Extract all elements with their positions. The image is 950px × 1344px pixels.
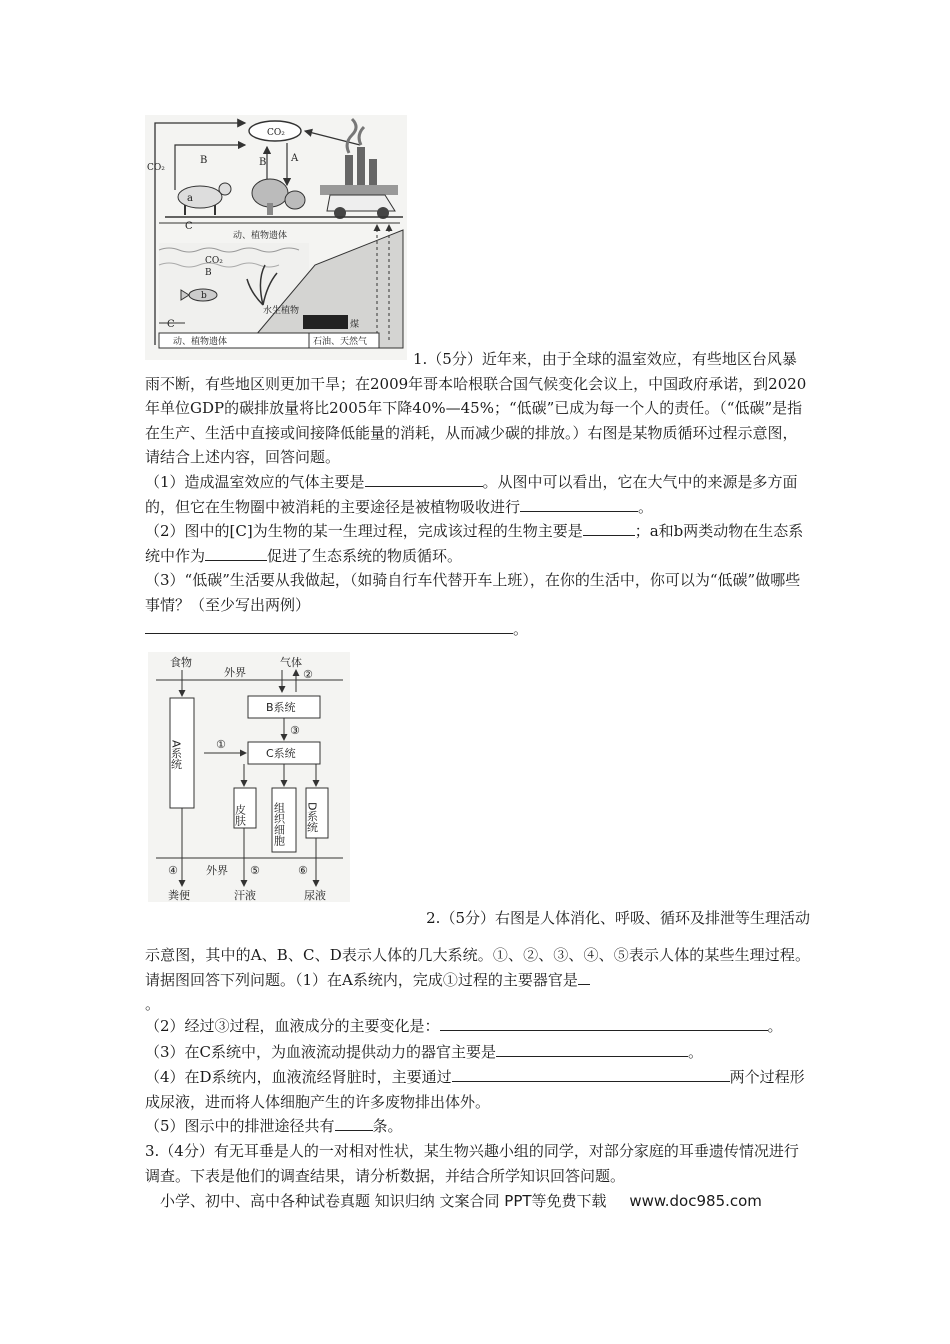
footer-url[interactable]: www.doc985.com [629, 1192, 762, 1210]
q1-blank-4[interactable] [205, 545, 267, 561]
q1-part1: （1）造成温室效应的气体主要是 。从图中可以看出，它在大气中的来源是多方面的，但它在生物圈中被消耗的主要途径是被植物吸收进行 。 [145, 473, 798, 516]
label-c-2: C [167, 319, 175, 330]
q2-part4: （4）在D系统内，血液流经肾脏时，主要通过 两个过程形成尿液，进而将人体细胞产生的许多废物排出体外。 [145, 1068, 805, 1111]
aquatic-plant-label: 水生植物 [263, 306, 300, 316]
q2-blank-1[interactable] [578, 969, 590, 985]
q2-blank-4[interactable] [452, 1066, 730, 1082]
food-label: 食物 [170, 656, 192, 669]
oil-gas-label: 石油、天然气 [313, 337, 368, 347]
gas-label: 气体 [280, 656, 302, 669]
outside-bottom-label: 外界 [206, 864, 228, 877]
sys-c-label: C系统 [266, 747, 296, 760]
q1-intro: 1.（5分）近年来，由于全球的温室效应，有些地区台风暴雨不断，有些地区则更加干旱；在2009年哥本哈根联合国气候变化会议上，中国政府承诺，到2020年单位GDP的碳排放量将比2005年下降40%—45%；“低碳”已成为每一个人的责任。（“低碳”是指在生产、生活中直接或间接降低能量的消耗，从而减少碳的排放。）右图是某物质循环过程示意图，请结合上述内容，回答问题。 [145, 350, 807, 466]
sys-d-label: D系统 [305, 802, 319, 833]
footer-text: 小学、初中、高中各种试卷真题 知识归纳 文案合同 PPT等免费下载 [160, 1192, 607, 1210]
carbon-cycle-figure [145, 115, 407, 360]
q1-blank-3[interactable] [583, 520, 635, 536]
label-b-fish: b [201, 291, 207, 301]
sys-a-label: A系统 [169, 740, 183, 770]
remains-water-label: 动、植物遗体 [173, 337, 228, 347]
sys-b-label: B系统 [266, 701, 296, 714]
q2-part5: （5）图示中的排泄途径共有 条。 [145, 1117, 403, 1135]
q1-part3: （3）“低碳”生活要从我做起，（如骑自行车代替开车上班），在你的生活中，你可以为“低碳”做哪些事情？（至少写出两例） 。 [145, 571, 801, 638]
sweat-label: 汗液 [234, 889, 256, 902]
q2-blank-3[interactable] [496, 1041, 688, 1057]
skin-label: 皮肤 [233, 804, 247, 826]
label-a-cow: a [187, 193, 193, 204]
q1-blank-5[interactable] [145, 618, 513, 634]
n1-label: ① [216, 738, 226, 751]
q2-blank-5[interactable] [335, 1115, 373, 1131]
n2-label: ② [303, 668, 313, 681]
q3-text: 3.（4分）有无耳垂是人的一对相对性状，某生物兴趣小组的同学，对部分家庭的耳垂遗传情况进行调查。下表是他们的调查结果，请分析数据，并结合所学知识回答问题。 [145, 1142, 799, 1185]
q1-blank-1[interactable] [365, 471, 483, 487]
remains-land-label: 动、植物遗体 [233, 231, 288, 241]
n5-label: ⑤ [250, 864, 260, 877]
q1-part2: （2）图中的[C]为生物的某一生理过程，完成该过程的生物主要是 ；a和b两类动物在生态系统中作为 促进了生态系统的物质循环。 [145, 522, 804, 565]
q2-blank-2[interactable] [440, 1015, 768, 1031]
page-footer [145, 1190, 810, 1211]
label-b-3: B [205, 268, 212, 278]
q2-intro-b: 示意图，其中的A、B、C、D表示人体的几大系统。①、②、③、④、⑤表示人体的某些生理过程。请据图回答下列问题。（1）在A系统内，完成①过程的主要器官是 。 [145, 946, 810, 1013]
label-a-upper: A [291, 153, 299, 164]
label-b-1: B [200, 155, 208, 166]
n4-label: ④ [168, 864, 178, 877]
co2-left-label: CO₂ [147, 163, 165, 173]
label-b-2: B [259, 157, 267, 168]
q2-intro-a: 2.（5分）右图是人体消化、呼吸、循环及排泄等生理活动 [426, 909, 810, 927]
urine-label: 尿液 [304, 889, 326, 902]
n6-label: ⑥ [298, 864, 308, 877]
outside-top-label: 外界 [224, 666, 246, 679]
co2-water-label: CO₂ [205, 256, 223, 266]
label-c-1: C [185, 221, 193, 232]
q2-part2: （2）经过③过程，血液成分的主要变化是： 。 [145, 1017, 783, 1035]
feces-label: 粪便 [168, 889, 190, 902]
coal-label: 煤 [350, 320, 360, 330]
co2-top-label: CO₂ [267, 128, 285, 138]
body-systems-figure [148, 652, 350, 902]
n3-label: ③ [290, 724, 300, 737]
q1-blank-2[interactable] [520, 496, 638, 512]
tissue-cells-label: 组织细胞 [272, 802, 286, 846]
q2-part3: （3）在C系统中，为血液流动提供动力的器官主要是 。 [145, 1043, 704, 1061]
